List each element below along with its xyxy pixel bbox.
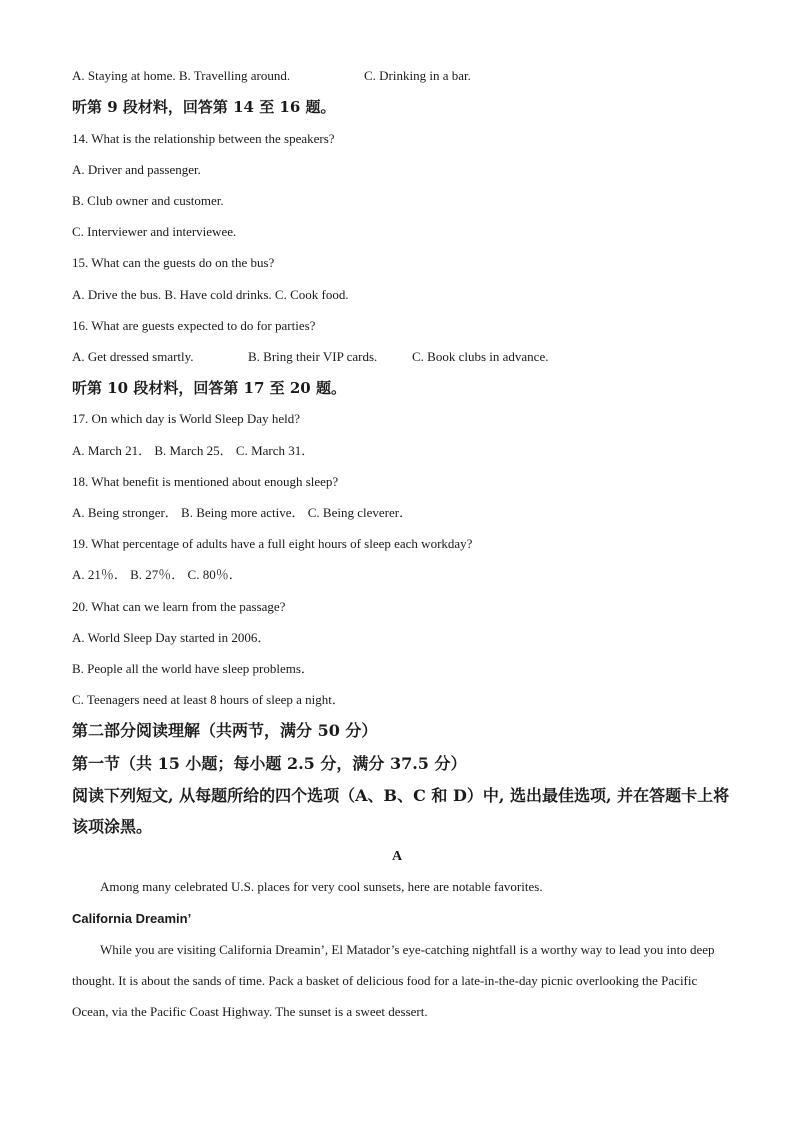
section9-heading: 听第 9 段材料，回答第 14 至 16 题。 (72, 98, 336, 116)
part2-heading: 第二部分阅读理解（共两节，满分 50 分） (72, 721, 378, 740)
q13-option-c: C. Drinking in a bar. (364, 68, 471, 83)
q13-options-ab: A. Staying at home. B. Travelling around. (72, 68, 291, 83)
q14-question: 14. What is the relationship between the speakers? (72, 131, 335, 146)
q15-question: 15. What can the guests do on the bus? (72, 255, 275, 270)
section1-heading: 第一节（共 15 小题；每小题 2.5 分，满分 37.5 分） (72, 754, 467, 773)
q18-question: 18. What benefit is mentioned about enough sleep? (72, 474, 339, 489)
q17-options: A. March 21． B. March 25． C. March 31． (72, 443, 315, 458)
q16-question: 16. What are guests expected to do for parties? (72, 318, 316, 333)
q18-options: A. Being stronger． B. Being more active． C. Being cleverer． (72, 505, 413, 520)
passage-label: A (391, 849, 403, 864)
q19-options: A. 21％． B. 27％． C. 80％． (72, 567, 242, 582)
q17-question: 17. On which day is World Sleep Day held? (72, 411, 300, 426)
q20-option-c: C. Teenagers need at least 8 hours of sleep a night． (72, 692, 345, 707)
q15-options: A. Drive the bus. B. Have cold drinks. C. Cook food. (72, 287, 349, 302)
passage-subtitle: California Dreamin’ (72, 911, 192, 926)
q20-option-a: A. World Sleep Day started in 2006． (72, 630, 271, 645)
q20-option-b: B. People all the world have sleep problems． (72, 661, 314, 676)
q20-question: 20. What can we learn from the passage? (72, 599, 286, 614)
q16-option-a: A. Get dressed smartly. (72, 349, 194, 364)
instructions-line2: 该项涂黑。 (72, 817, 153, 836)
instructions-line1: 阅读下列短文, 从每题所给的四个选项（A、B、C 和 D）中, 选出最佳选项, 并在答题卡上将 (72, 786, 730, 805)
q16-option-b: B. Bring their VIP cards. (248, 349, 378, 364)
q14-option-a: A. Driver and passenger. (72, 162, 201, 177)
passage-intro: Among many celebrated U.S. places for very cool sunsets, here are notable favorites. (100, 879, 543, 894)
passage-paragraph: While you are visiting California Dreamin’, El Matador’s eye-catching nightfall is a worthy way to lead you into deep thought. It is about the sands of time. Pack a basket of delicious food for a late-in-the-day picnic overlooking the Pacific Ocean, via the Pacific Coast Highway. The sunset is a sweet dessert. (72, 942, 715, 1019)
q19-question: 19. What percentage of adults have a full eight hours of sleep each workday? (72, 536, 473, 551)
q14-option-c: C. Interviewer and interviewee. (72, 224, 237, 239)
q16-option-c: C. Book clubs in advance. (412, 349, 549, 364)
section10-heading: 听第 10 段材料，回答第 17 至 20 题。 (72, 379, 346, 397)
q14-option-b: B. Club owner and customer. (72, 193, 224, 208)
